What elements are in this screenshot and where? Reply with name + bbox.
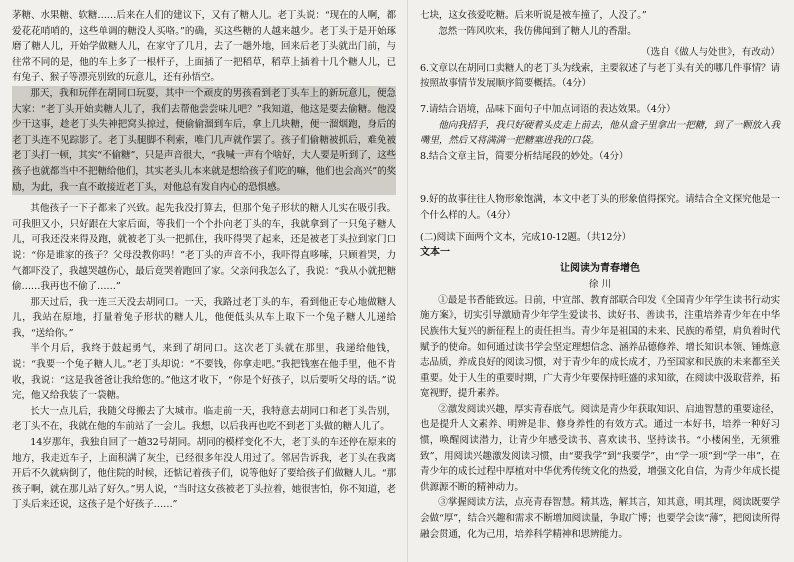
story-ending-line-1: 七块，这女孩爱吃糖。后来听说是被车撞了，人没了。” <box>420 10 647 21</box>
essay-paragraph-1: ①最是书香能致远。日前，中宣部、教育部联合印发《全国青少年学生读书行动实施方案》，切实引导激励青少年学生爱读书、读好书、善读书，注重培养青少年在中华民族伟大复兴的新征程上的责任担当。青少年是祖国的未来、民族的希望，肩负着时代赋予的使命。如何通过读书学会坚定理想信念、涵养品德修养、增长知识本领、锤炼意志品质，养成良好的阅读习惯，对于青少年的成长成才，乃至国家和民族的未来都至关重要。处于人生的重要时期，广大青少年要保持旺盛的求知欲，在阅读中汲取营养，拓宽视野，提升素养。 <box>420 294 780 400</box>
left-column <box>12 8 396 513</box>
right-column <box>420 8 780 542</box>
story-paragraph-5: 半个月后，我终于鼓起勇气，来到了胡同口。这次老丁头就在那里，我递给他钱，说：“我要一个兔子糖人儿。”老丁头却说：“不要钱，你拿走吧。”我把钱塞在他手里，他不肯收，我说：“这是我爸爸让我给您的。”他这才收下，“你是个好孩子，以后要听父母的话。”说完，他又给我装了一袋糖。 <box>12 343 396 402</box>
essay-author: 徐 川 <box>588 279 612 291</box>
story-paragraph-1: 茅糖、水果糖、软糖……后来在人们的建议下，又有了糖人儿。老丁头说：“现在的人啊，都爱花花哨哨的，这些单调的糖没人买咯。”的确，买这些糖的人越来越少。老丁头于是开始琢磨了糖人儿，开始学做糖人儿，在家守了几月，去了一趟外地，回来后老丁头就出门前，与往常不同的是，他的车上多了一根杆子，上面插了一把稻草，稻草上插着十几个糖人儿，已有兔子、猴子等漂亮别致的玩意儿，还有孙悟空。 <box>12 10 396 84</box>
text-label: 文本一 <box>420 247 450 259</box>
story-paragraph-2: 那天，我和玩伴在胡同口玩耍，其中一个顽皮的男孩看到老丁头车上的新玩意儿，便急大家：“老丁头开始卖糖人儿了，我们去帮他尝尝味儿吧？”我知道，他这是要去偷糖。他没少干这事，趁老丁头失神把窝头掠过，便偷偷溜到车后，拿上几块糖，便一溜烟跑，身后的老丁头连不见踪影了。老丁头腿脚不利索，唯门几声就作罢了。孩子们偷糖被抓后，难免被老丁头打一顿，其实“不偷糖”，只是声音很大，“我喊一声有个啥好，大人要是听到了，这些孩子也就都当中不把糖给他们，其实老头儿本来就是想给孩子们吃的嘛，他们也会高兴”的奖励，为此，我一直不敢接近老丁头，对他总有发自内心的恐惧感。 <box>12 86 396 195</box>
story-paragraph-7: 14岁那年，我独自回了一趟32号胡同。胡同的模样变化不大，老丁头的车还停在原来的地方，我走近车子，上面积满了灰尘，已经很多年没人用过了。邻居告诉我，老丁头在我离开后不久就病倒了，他住院的时候，还惦记着孩子们，说等他好了要给孩子们做糖人儿。“那孩子啊，就在那儿站了好久。”男人说，“当时这女孩被老丁头拉着，她很害怕，你不知道，老丁头后来还说，这孩子是个好孩子……” <box>12 437 396 511</box>
question-8: 8.结合文章主旨，简要分析结尾段的妙处。（4分） <box>420 150 629 162</box>
story-paragraph-3: 其他孩子一下子都来了兴致。起先我没打算去，但那个兔子形状的糖人儿实在吸引我。可我胆又小，只好跟在大家后面，等我们一个个扑向老丁头的车，我就拿到了一只兔子糖人儿，可我还没来得及跑，就被老丁头一把抓住，我吓得哭了起来，还是被老丁头拉到家门口说：“你是谁家的孩子？父母没教你吗！”老丁头的声音不小，我吓得直哆嗦，只顾着哭，力气都吓没了，我越哭越伤心，最后竟哭着跑回了家。父亲问我怎么了，我说：“我从小就把糖偷……我再也不偷了……” <box>12 203 396 293</box>
section-heading: (二)阅读下面两个文本，完成10-12题。（共12分） <box>420 231 632 243</box>
essay-paragraph-3: ③掌握阅读方法，点亮青春智慧。精其选，解其言，知其意，明其理，阅读既要学会做“厚”，结合兴趣和需求不断增加阅读量，争取广博；也要学会读“薄”，把阅读所得融会贯通，化为己用，培养科学精神和思辨能力。 <box>420 497 780 540</box>
question-6: 6.文章以在胡同口卖糖人的老丁头为线索，主要叙述了与老丁头有关的哪几件事情？请按照故事情节发展顺序简要概括。（4分） <box>420 62 780 90</box>
column-divider <box>407 0 408 562</box>
story-ending-line-2: 忽然一阵风吹来，我仿佛闻到了糖人儿的香甜。 <box>438 25 637 37</box>
question-7: 7.请结合语境，品味下面句子中加点词语的表达效果。（4分） <box>420 103 676 115</box>
essay-title: 让阅读为青春增色 <box>560 263 640 275</box>
story-paragraph-6: 长大一点儿后，我随父母搬去了大城市。临走前一天，我特意去胡同口和老丁头告别，老丁头不在，我就在他的车前站了一会儿。我想，以后我再也吃不到老丁头做的糖人儿了。 <box>12 405 396 433</box>
story-paragraph-4: 那天过后，我一连三天没去胡同口。一天，我路过老丁头的车，看到他正专心地做糖人儿，我站在原地，打量着兔子形状的糖人儿，他便低头从车上取下一个兔子糖人儿递给我，“送给你。” <box>12 296 396 339</box>
essay-paragraph-2: ②激发阅读兴趣，厚实青春底气。阅读是青少年获取知识、启迪智慧的重要途径，也是提升人文素养、明辨是非、修身养性的有效方式。通过一本好书，培养一种好习惯，唤醒阅读潜力，让青少年感受读书、喜欢读书、坚持读书。“小楼闲坐，无须雅致”，用阅读兴趣激发阅读习惯，由“要我学”到“我要学”，由“学一项”到“学一串”，在青少年的成长过程中厚植对中华优秀传统文化的热爱，增强文化自信，为青少年成长提供源源不断的精神动力。 <box>420 403 780 493</box>
question-7-quote: 他向我招手，我只好硬着头皮走上前去，他从盒子里拿出一把糖，到了一颗放入我嘴里，然后又将满满一把糖塞进我的口袋。 <box>420 119 780 147</box>
story-source: （选自《做人与处世》，有改动） <box>640 47 780 59</box>
question-9: 9.好的故事往往人物形象饱满，本文中老丁头的形象值得探究。请结合全文探究他是一个什么样的人。（4分） <box>420 194 780 221</box>
